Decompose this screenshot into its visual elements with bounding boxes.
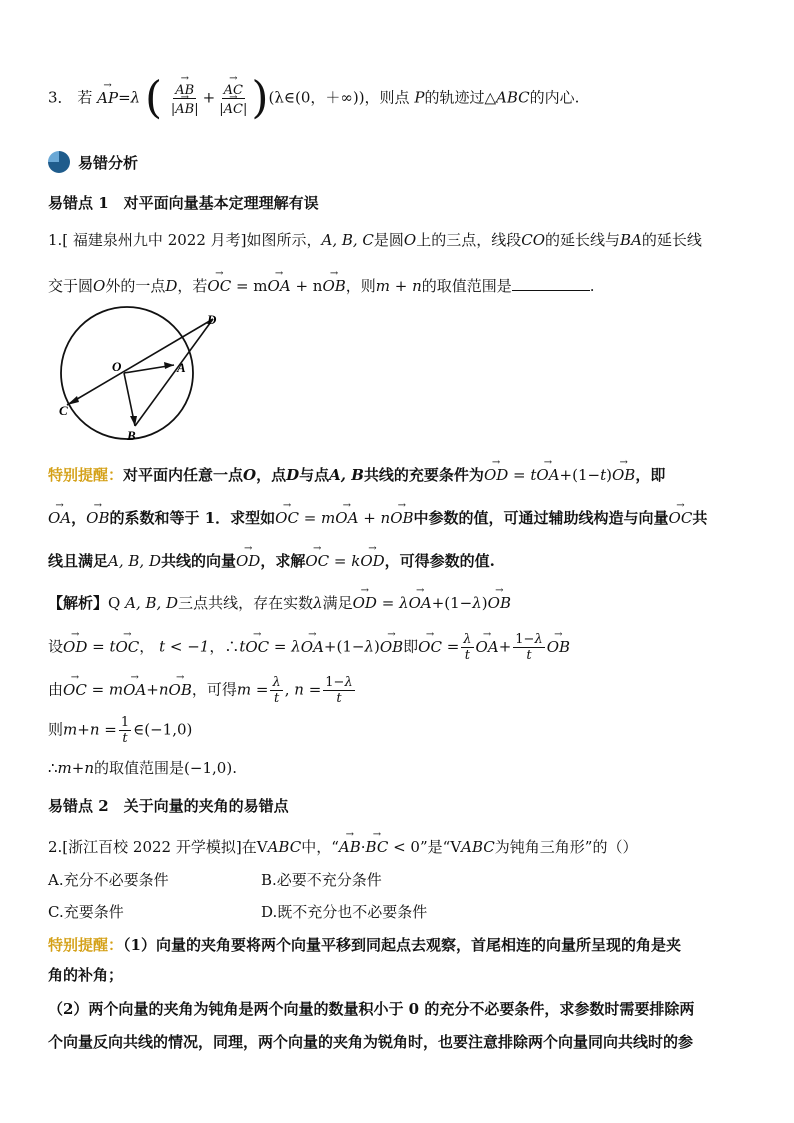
option-a: A.充分不必要条件 (48, 871, 169, 889)
section-title: 易错分析 (78, 154, 139, 172)
big-paren: ( (144, 72, 163, 124)
sol-line1: 【解析】Q A, B, D三点共线，存在实数λ满足→ OD = λ→ OA+(1−λ)→ OB (48, 590, 511, 613)
fraction-ab: → $\frac{AB}{|\to AB|}$ (169, 80, 201, 117)
hint2-line3: （2）两个向量的夹角为钝角是两个向量的数量积小于 0 的充分不必要条件，求参数时需要排除两 (48, 1000, 695, 1018)
hint2-line4: 个向量反向共线的情况，同理，两个向量的夹角为锐角时，也要注意排除两个向量同向共线时的参 (48, 1033, 694, 1051)
q1-line2: 交于圆O外的一点D，若→ OC = m→ OA + n→ OB，则m + n的取值范围是 . (48, 273, 595, 296)
hint1-line2: → OA，→ OB的系数和等于 1．求型如→ OC = m→ OA + n→ OB中参数的值，可通过辅助线构造与向量→ OC共 (48, 505, 707, 528)
fraction-ac: → $\frac{AC}{|\to AC|}$ (217, 80, 249, 117)
label-o: O (112, 359, 122, 374)
hint2-line1: 特别提醒：（1）向量的夹角要将两个向量平移到同起点去观察，首尾相连的向量所呈现的角是夹 (48, 936, 681, 954)
answer-blank (512, 278, 590, 291)
label-a: A (177, 360, 186, 375)
sol-line5: ∴m+n的取值范围是(−1,0). (48, 759, 237, 777)
sol-line2: 设→ OD = t→ OC， t < −1，∴t→ OC = λ→ OA+(1−λ)→ OB即→ OC = $\frac{\lambda}{t}$ → OA+ $\frac{1-\lambda}{t}$ → OB (48, 632, 570, 663)
label-c: C (59, 403, 68, 418)
sol-line3: 由→ OC = m→ OA+n→ OB，可得m = $\frac{\lambda}{t}$ , n = $\frac{1-\lambda}{t}$ (48, 675, 357, 706)
option-b: B.必要不充分条件 (261, 871, 382, 889)
hint2-line2: 角的补角； (48, 966, 124, 984)
pie-section-icon (48, 151, 70, 173)
option-d: D.既不充分也不必要条件 (261, 903, 428, 921)
label-b: B (127, 428, 136, 443)
label-d: D (207, 312, 217, 327)
point2-title: 易错点 2 关于向量的夹角的易错点 (48, 797, 289, 815)
q2-line: 2.[浙江百校 2022 开学模拟]在VABC中，“→ AB·→ BC < 0”是“VABC为钝角三角形”的（） (48, 834, 637, 857)
hint1-line3: 线且满足A, B, D共线的向量→ OD，求解→ OC = k→ OD，可得参数的值. (48, 548, 495, 571)
hint1-line1: 特别提醒：对平面内任意一点O，点D与点A, B共线的充要条件为→ OD = t→ OA+(1−t)→ OB，即 (48, 462, 665, 485)
segment-bd (135, 319, 213, 426)
q1-line1: 1.[ 福建泉州九中 2022 月考]如图所示，A, B, C是圆O上的三点，线段CO的延长线与BA的延长线 (48, 231, 702, 249)
sol-line4: 则m+n = $\frac{1}{t}$ ∈(−1,0) (48, 715, 193, 746)
option-c: C.充要条件 (48, 903, 124, 921)
circle-diagram (55, 305, 285, 450)
item3-line: 3． 若 → AP=λ ( → $\frac{AB}{|\to AB|}$ + → $\frac{AC}{|\to AC|}$ )(λ∈(0，＋∞))，则点 P的轨迹过△ABC的内心. (48, 80, 579, 117)
point1-title: 易错点 1 对平面向量基本定理理解有误 (48, 194, 319, 212)
